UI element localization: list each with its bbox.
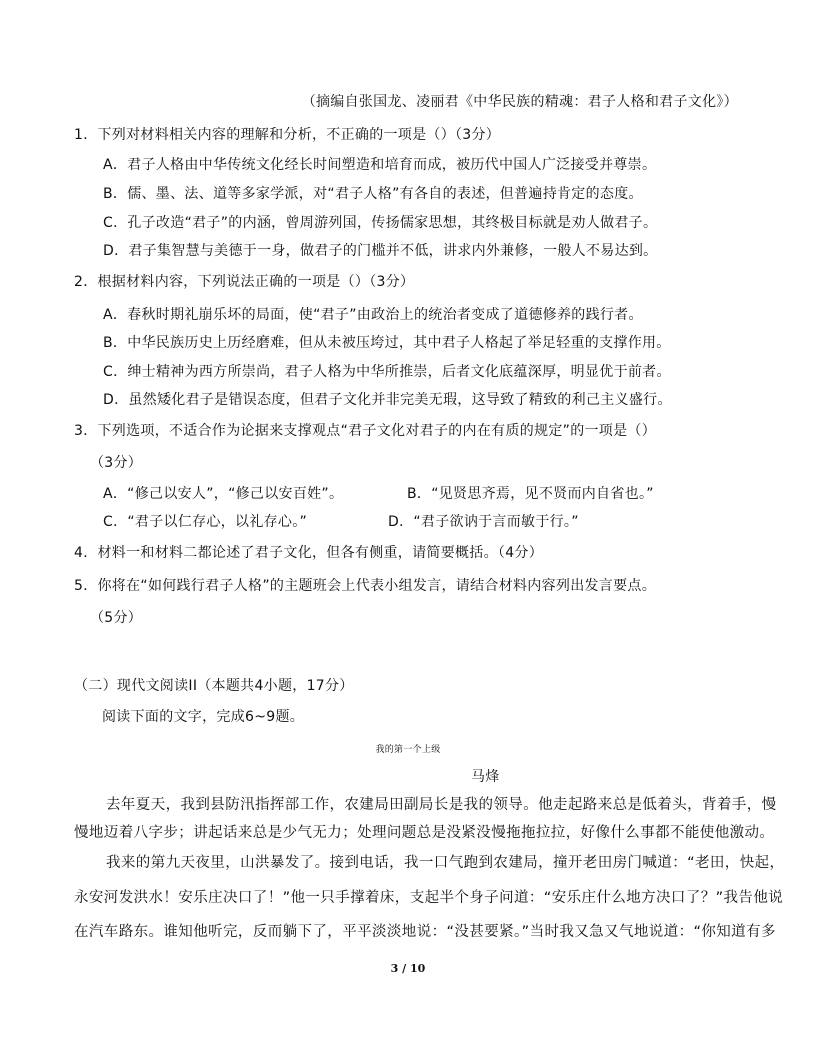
question-3-score: （3分） <box>90 455 143 471</box>
story-author: 马烽 <box>471 769 500 785</box>
story-paragraph-line: 慢地迈着八字步；讲起话来总是少气无力；处理问题总是没紧没慢拖拖拉拉，好像什么事都不能使他激动。 <box>74 825 775 841</box>
question-5-stem: 5．你将在“如何践行君子人格”的主题班会上代表小组发言，请结合材料内容列出发言要点。 <box>74 578 657 594</box>
question-3-option-b: B．“见贤思齐焉，见不贤而内自省也。” <box>407 486 654 502</box>
page-number: 3 / 10 <box>390 962 426 975</box>
reading-instruction: 阅读下面的文字，完成6~9题。 <box>102 709 305 725</box>
question-3-option-a: A．“修己以安人”，“修己以安百姓”。 <box>103 486 344 502</box>
question-4-stem: 4．材料一和材料二都论述了君子文化，但各有侧重，请简要概括。（4分） <box>74 545 544 561</box>
question-1-option-b: B．儒、墨、法、道等多家学派，对“君子人格”有各自的表述，但普遍持肯定的态度。 <box>103 186 643 202</box>
story-paragraph-line: 在汽车路东。谁知他听完，反而躺下了，平平淡淡地说：“没甚要紧。”当时我又急又气地说道：“你知道有多 <box>74 924 776 940</box>
question-2-option-d: D．虽然矮化君子是错误态度，但君子文化并非完美无瑕，这导致了精致的利己主义盛行。 <box>103 392 672 408</box>
section-heading: （二）现代文阅读II（本题共4小题，17分） <box>74 678 354 694</box>
question-3-option-c: C．“君子以仁存心，以礼存心。” <box>103 514 308 530</box>
question-3-stem: 3．下列选项，不适合作为论据来支撑观点“君子文化对君子的内在有质的规定”的一项是（） <box>74 423 657 439</box>
question-1-option-a: A．君子人格由中华传统文化经长时间塑造和培育而成，被历代中国人广泛接受并尊崇。 <box>103 157 657 173</box>
question-2-option-c: C．绅士精神为西方所崇尚，君子人格为中华所推崇，后者文化底蕴深厚，明显优于前者。 <box>103 364 671 380</box>
story-title: 我的第一个上级 <box>375 745 441 755</box>
story-paragraph-line: 去年夏天，我到县防汛指挥部工作，农建局田副局长是我的领导。他走起路来总是低着头，背着手，慢 <box>106 797 777 813</box>
question-3-option-d: D．“君子欲讷于言而敏于行。” <box>388 514 579 530</box>
question-2-option-b: B．中华民族历史上历经磨难，但从未被压垮过，其中君子人格起了举足轻重的支撑作用。 <box>103 335 671 351</box>
question-1-option-d: D．君子集智慧与美德于一身，做君子的门槛并不低，讲求内外兼修，一般人不易达到。 <box>103 243 658 259</box>
question-1-option-c: C．孔子改造“君子”的内涵，曾周游列国，传扬儒家思想，其终极目标就是劝人做君子。 <box>103 215 658 231</box>
question-2-option-a: A．春秋时期礼崩乐坏的局面，使“君子”由政治上的统治者变成了道德修养的践行者。 <box>103 307 643 323</box>
story-paragraph-line: 永安河发洪水！安乐庄决口了！”他一只手撑着床，支起半个身子问道：“安乐庄什么地方决口了？”我告他说 <box>74 890 784 906</box>
question-5-score: （5分） <box>90 610 143 626</box>
story-paragraph-line: 我来的第九天夜里，山洪暴发了。接到电话，我一口气跑到农建局，撞开老田房门喊道：“老田，快起， <box>106 855 785 871</box>
question-2-stem: 2．根据材料内容，下列说法正确的一项是（）（3分） <box>74 274 415 290</box>
question-1-stem: 1．下列对材料相关内容的理解和分析，不正确的一项是（）（3分） <box>74 127 501 143</box>
source-citation: （摘编自张国龙、凌丽君《中华民族的精魂：君子人格和君子文化》） <box>301 94 738 110</box>
